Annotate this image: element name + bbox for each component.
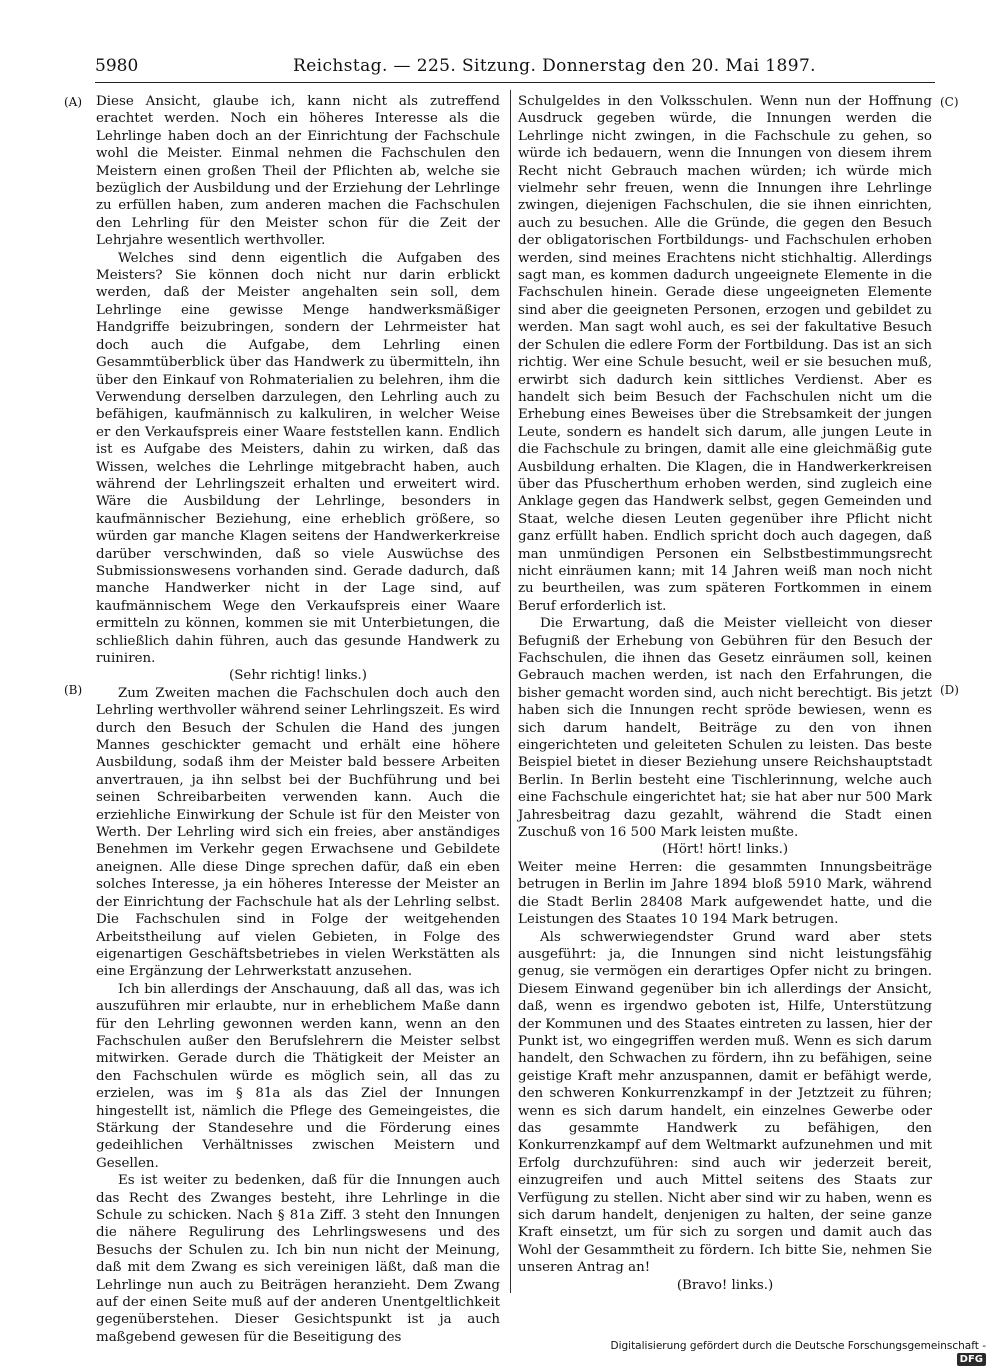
margin-marker-d: (D) bbox=[940, 683, 959, 697]
margin-marker-c: (C) bbox=[940, 95, 959, 109]
paragraph: Welches sind denn eigentlich die Aufgaben des Meisters? Sie können doch nicht nur darin erblickt werden, daß der Meister angehalten sein soll, dem Lehrlinge eine gewisse Menge handwerksmäßiger Handgriffe beizubringen, sondern der Lehrmeister hat doch auch die Aufgabe, dem Lehrling einen Gesammtüberblick über das Handwerk zu übermitteln, ihn über den Einkauf von Rohmaterialien zu belehren, ihm die Verwendung derselben darzulegen, den Lehrling auch zu befähigen, kaufmännisch zu kalkuliren, in welcher Weise er den Verkaufspreis einer Waare feststellen kann. Endlich ist es Aufgabe des Meisters, dahin zu wirken, daß das Wissen, welches die Lehrlinge mitgebracht haben, auch während der Lehrlingszeit erhalten und erweitert wird. Wäre die Ausbildung der Lehrlinge, besonders in kaufmännischer Beziehung, eine erheblich größere, so würden gar manche Klagen seitens der Handwerkerkreise darüber verschwinden, daß so viele Auswüchse des Submissionswesens vorhanden sind. Gerade dadurch, daß manche Handwerker nicht in der Lage sind, auf kaufmännischem Wege den Verkaufspreis einer Waare ermitteln zu können, kommen sie mit Unterbietungen, die schließlich dahin führen, auch das gesunde Handwerk zu ruiniren. bbox=[96, 250, 500, 666]
header-rule bbox=[95, 82, 935, 83]
interjection: (Sehr richtig! links.) bbox=[229, 668, 367, 684]
paragraph: Schulgeldes in den Volksschulen. Wenn nun der Hoffnung Ausdruck gegeben würde, die Innungen werden die Lehrlinge nicht zwingen, in die Fachschule zu gehen, so würde ich bedauern, wenn die Innungen von diesem ihrem Recht nicht Gebrauch machen würden; ich würde mich vielmehr sehr freuen, wenn die Innungen ihre Lehrlinge zwingen, diejenigen Fachschulen, die sie ihnen einrichten, auch zu besuchen. Alle die Gründe, die gegen den Besuch der obligatorischen Fortbildungs- und Fachschulen erhoben werden, sind meines Erachtens nicht stichhaltig. Allerdings sagt man, es kommen dadurch ungeeignete Elemente in die Fachschulen hinein. Gerade diese ungeeigneten Elemente sind aber die geeigneten Personen, erzogen und gebildet zu werden. Man sagt wohl auch, es sei der fakultative Besuch der Schulen die edlere Form der Fortbildung. Das ist an sich richtig. Wer eine Schule besucht, weil er sie besuchen muß, erwirbt sich dadurch kein sittliches Verdienst. Aber es handelt sich beim Besuch der Fachschulen nicht um die Erhebung eines Beweises über die Strebsamkeit der jungen Leute, sondern es handelt sich darum, alle jungen Leute in die Fachschule zu bringen, damit alle eine gleichmäßig gute Ausbildung erhalten. Die Klagen, die in Handwerkerkreisen über das Pfuscherthum erhoben werden, sind zugleich eine Anklage gegen das Handwerk selbst, gegen Gemeinden und Staat, welche diesen Leuten gegenüber ihre Pflicht nicht ganz erfüllt haben. Endlich spricht doch auch dagegen, daß man unmündigen Personen ein Selbstbestimmungsrecht nicht einräumen kann; mit 14 Jahren weiß man noch nicht zu beurtheilen, was zum späteren Fortkommen in einem Beruf erforderlich ist. bbox=[518, 94, 932, 614]
margin-marker-b: (B) bbox=[64, 683, 83, 697]
paragraph: Ich bin allerdings der Anschauung, daß all das, was ich auszuführen mir erlaubte, nur in erheblichem Maße dann für den Lehrling gewonnen werden kann, wenn an den Fachschulen außer den Berufslehrern die Meister selbst mitwirken. Gerade durch die Thätigkeit der Meister an den Fachschulen würde es möglich sein, all das zu erzielen, was im § 81a als das Ziel der Innungen hingestellt ist, nämlich die Pflege des Gemeingeistes, die Stärkung der Standesehre und die Förderung eines gedeihlichen Verhältnisses zwischen Meistern und Gesellen. bbox=[96, 981, 500, 1171]
paragraph: Die Erwartung, daß die Meister vielleicht von dieser Befugniß der Erhebung von Gebühren für den Besuch der Fachschulen, die ihnen das Gesetz einräumen soll, keinen Gebrauch machen werden, ist nach den Erfahrungen, die bisher gemacht worden sind, auch nicht berechtigt. Bis jetzt haben sich die Innungen recht spröde bewiesen, wenn es sich darum handelt, Beiträge zu den von ihnen eingerichteten und geleiteten Schulen zu leisten. Das beste Beispiel bietet in dieser Beziehung unsere Reichshauptstadt Berlin. In Berlin besteht eine Tischlerinnung, welche auch eine Fachschule eingerichtet hat; sie hat aber nur 500 Mark Jahresbeitrag dazu gezahlt, während die Stadt einen Zuschuß von 16 500 Mark leisten mußte. bbox=[518, 616, 932, 841]
left-column bbox=[96, 93, 500, 1345]
interjection: (Hört! hört! links.) bbox=[661, 842, 789, 858]
page-number: 5980 bbox=[95, 56, 139, 76]
running-title: Reichstag. — 225. Sitzung. Donnerstag den 20. Mai 1897. bbox=[293, 56, 816, 76]
credit-text: Digitalisierung gefördert durch die Deutsche Forschungsgemeinschaft - bbox=[610, 1340, 986, 1352]
interjection: (Bravo! links.) bbox=[676, 1277, 774, 1293]
dfg-logo: DFG bbox=[957, 1353, 986, 1366]
paragraph: Es ist weiter zu bedenken, daß für die Innungen auch das Recht des Zwanges besteht, ihre Lehrlinge in die Schule zu schicken. Nach § 81a Ziff. 3 steht den Innungen die nähere Regulirung des Lehrlingswesens und des Besuchs der Schulen zu. Ich bin nun nicht der Meinung, daß mit dem Zwang es sich vereinigen läßt, daß man die Lehrlinge nun auch zu Beiträgen heranzieht. Dem Zwang auf der einen Seite muß auf der anderen Unentgeltlichkeit gegenüberstehen. Dieser Gesichtspunkt ist ja auch maßgebend gewesen für die Beseitigung des bbox=[96, 1173, 500, 1345]
column-divider bbox=[510, 90, 511, 1293]
paragraph: Weiter meine Herren: die gesammten Innungsbeiträge betrugen in Berlin im Jahre 1894 bloß 5910 Mark, während die Stadt Berlin 28408 Mark aufgewendet hatte, und die Leistungen des Staates 10 194 Mark betrugen. bbox=[518, 859, 932, 928]
paragraph: Diese Ansicht, glaube ich, kann nicht als zutreffend erachtet werden. Noch ein höheres Interesse als die Lehrlinge haben doch an der Einrichtung der Fachschule wohl die Meister. Einmal nehmen die Fachschulen den Meistern einen großen Theil der Pflichten ab, welche sie bezüglich der Ausbildung und der Erziehung der Lehrlinge zu erfüllen haben, zum anderen machen die Fachschulen den Lehrling für den Meister schon für die Zeit der Lehrjahre wesentlich werthvoller. bbox=[96, 94, 500, 249]
page-header bbox=[95, 56, 935, 80]
right-column bbox=[518, 93, 932, 1293]
digitization-credit bbox=[606, 1340, 986, 1365]
paragraph: Zum Zweiten machen die Fachschulen doch auch den Lehrling werthvoller während seiner Lehrlingszeit. Es wird durch den Besuch der Schulen die Hand des jungen Mannes geschickter gemacht und erhält eine höhere Ausbildung, sodaß ihm der Meister bald bessere Arbeiten anvertrauen, ja ihn selbst bei der Buchführung und bei seinen Schreibarbeiten verwenden kann. Auch die erziehliche Einwirkung der Schule ist für den Meister von Werth. Der Lehrling wird sich ein freies, aber anständiges Benehmen im Verkehr gegen Erwachsene und Gebildete aneignen. Alle diese Dinge sprechen dafür, daß ein eben solches Interesse, ja ein höheres Interesse der Meister an der Einrichtung der Fachschule hat als der Lehrling selbst. Die Fachschulen sind in Folge der weitgehenden Arbeitstheilung auf vielen Gebieten, in Folge des eigenartigen Geschäftsbetriebes in vielen Werkstätten als eine Ergänzung der Lehrwerkstatt anzusehen. bbox=[96, 685, 500, 980]
margin-marker-a: (A) bbox=[64, 95, 83, 109]
paragraph: Als schwerwiegendster Grund ward aber stets ausgeführt: ja, die Innungen sind nicht leistungsfähig genug, sie vermögen ein derartiges Opfer nicht zu bringen. Diesem Einwand gegenüber bin ich allerdings der Ansicht, daß, wenn es irgendwo geboten ist, Hilfe, Unterstützung der Kommunen und des Staates eintreten zu lassen, hier der Punkt ist, wo eingegriffen werden muß. Wenn es sich darum handelt, den Schwachen zu fördern, ihn zu befähigen, seine geistige Kraft mehr anzuspannen, damit er befähigt werde, den schweren Konkurrenzkampf in der Jetztzeit zu führen; wenn es sich darum handelt, ein einzelnes Gewerbe oder das gesammte Handwerk zu befähigen, den Konkurrenzkampf auf dem Weltmarkt aufzunehmen und mit Erfolg durchzuführen: sind auch wir jederzeit bereit, einzugreifen und auch Mittel seitens des Staats zur Verfügung zu stellen. Nicht aber sind wir zu haben, wenn es sich darum handelt, denjenigen zu halten, der seine ganze Kraft einsetzt, um für sich zu sorgen und damit auch das Wohl der Gesammtheit zu fördern. Ich bitte Sie, nehmen Sie unseren Antrag an! bbox=[518, 929, 932, 1276]
